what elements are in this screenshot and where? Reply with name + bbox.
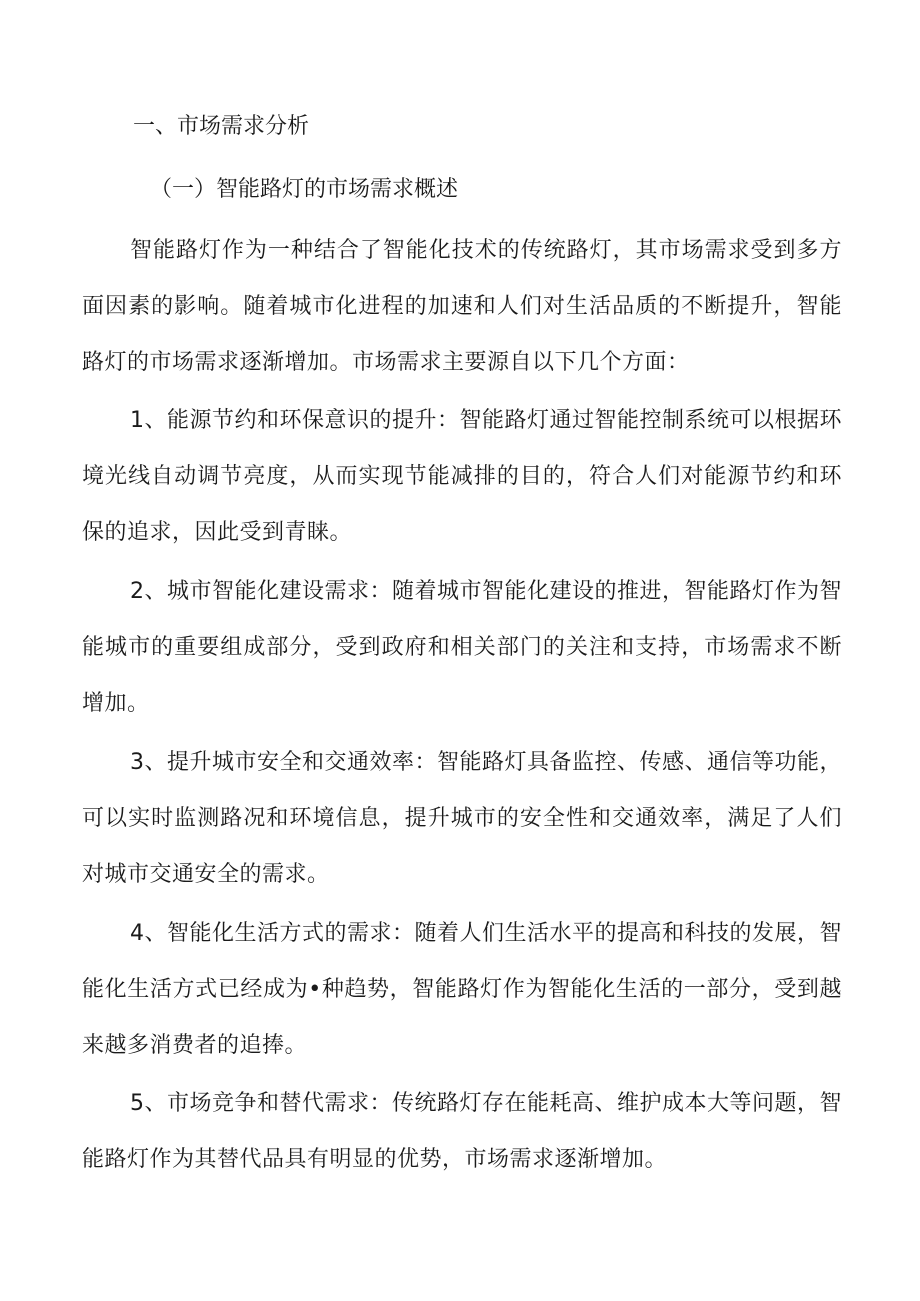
point-paragraph: 4、智能化生活方式的需求：随着人们生活水平的提高和科技的发展，智能化生活方式已经成为•种趋势，智能路灯作为智能化生活的一部分，受到越来越多消费者的追捧。 [82,921,842,1058]
intro-paragraph: 智能路灯作为一种结合了智能化技术的传统路灯，其市场需求受到多方面因素的影响。随着城市化进程的加速和人们对生活品质的不断提升，智能路灯的市场需求逐渐增加。市场需求主要源自以下几个方面： [82,238,842,375]
point-paragraph: 2、城市智能化建设需求：随着城市智能化建设的推进，智能路灯作为智能城市的重要组成部分，受到政府和相关部门的关注和支持，市场需求不断增加。 [82,579,842,716]
point-paragraph: 3、提升城市安全和交通效率：智能路灯具备监控、传感、通信等功能，可以实时监测路况和环境信息，提升城市的安全性和交通效率，满足了人们对城市交通安全的需求。 [82,750,842,887]
point-paragraph: 5、市场竞争和替代需求：传统路灯存在能耗高、维护成本大等问题，智能路灯作为其替代品具有明显的优势，市场需求逐渐增加。 [82,1091,842,1172]
subsection-heading: （一）智能路灯的市场需求概述 [150,177,459,202]
section-heading: 一、市场需求分析 [133,114,310,139]
point-paragraph: 1、能源节约和环保意识的提升：智能路灯通过智能控制系统可以根据环境光线自动调节亮度，从而实现节能减排的目的，符合人们对能源节约和环保的追求，因此受到青睐。 [82,408,842,545]
